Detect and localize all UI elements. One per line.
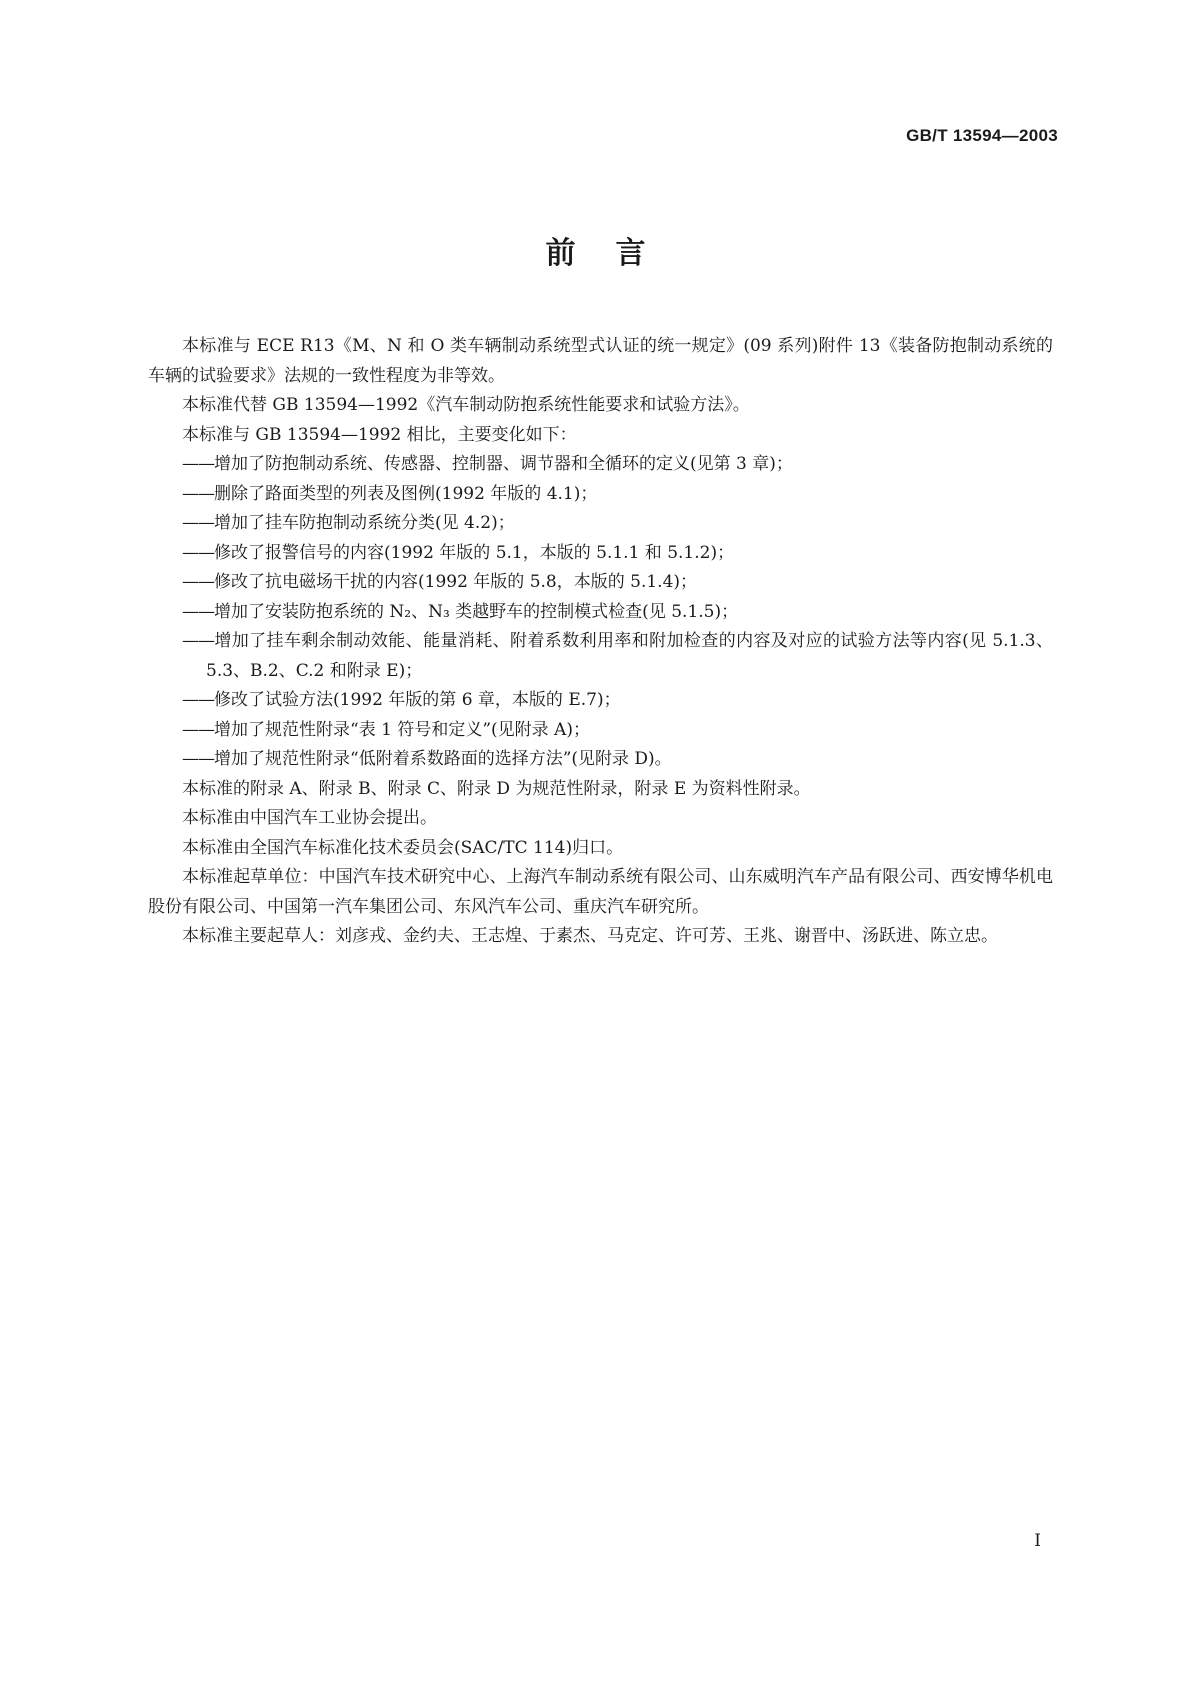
change-text: 增加了安装防抱系统的 N₂、N₃ 类越野车的控制模式检查(见 5.1.5)；	[214, 601, 739, 622]
change-text: 修改了试验方法(1992 年版的第 6 章，本版的 E.7)；	[214, 690, 621, 710]
document-body	[148, 332, 1053, 952]
paragraph-drafters: 本标准主要起草人：刘彦戎、金约夫、王志煌、于素杰、马克定、许可芳、王兆、谢晋中、汤跃进、陈立忠。	[182, 926, 998, 946]
page-number: I	[1034, 1531, 1041, 1551]
change-list	[148, 450, 1053, 775]
dash-marker: ——	[182, 690, 214, 710]
change-text: 修改了报警信号的内容(1992 年版的 5.1，本版的 5.1.1 和 5.1.2)；	[214, 542, 735, 563]
paragraph-changes-intro: 本标准与 GB 13594—1992 相比，主要变化如下：	[182, 424, 577, 445]
page-title: 前言	[545, 236, 686, 271]
list-item	[148, 627, 1053, 686]
paragraph-drafting-units: 本标准起草单位：中国汽车技术研究中心、上海汽车制动系统有限公司、山东威明汽车产品有限公司、西安博华机电股份有限公司、中国第一汽车集团公司、东风汽车公司、重庆汽车研究所。	[148, 867, 1053, 917]
paragraph-proposer: 本标准由中国汽车工业协会提出。	[182, 808, 437, 828]
dash-marker: ——	[182, 483, 214, 504]
dash-marker: ——	[182, 719, 214, 740]
paragraph-replaces: 本标准代替 GB 13594—1992《汽车制动防抱系统性能要求和试验方法》。	[182, 395, 750, 415]
dash-marker: ——	[182, 542, 214, 563]
dash-marker: ——	[182, 631, 214, 651]
change-text: 增加了防抱制动系统、传感器、控制器、调节器和全循环的定义(见第 3 章)；	[214, 454, 793, 474]
list-item	[148, 509, 1053, 539]
list-item	[148, 745, 1053, 775]
change-text: 删除了路面类型的列表及图例(1992 年版的 4.1)；	[214, 483, 598, 504]
change-text: 增加了规范性附录“表 1 符号和定义”(见附录 A)；	[214, 719, 590, 740]
change-text: 修改了抗电磁场干扰的内容(1992 年版的 5.8，本版的 5.1.4)；	[214, 572, 698, 592]
change-text: 增加了挂车防抱制动系统分类(见 4.2)；	[214, 513, 515, 533]
list-item	[148, 480, 1053, 510]
list-item	[148, 716, 1053, 746]
paragraph-annexes: 本标准的附录 A、附录 B、附录 C、附录 D 为规范性附录，附录 E 为资料性附录。	[182, 778, 811, 799]
dash-marker: ——	[182, 454, 214, 474]
list-item	[148, 686, 1053, 716]
list-item	[148, 598, 1053, 628]
dash-marker: ——	[182, 513, 214, 533]
dash-marker: ——	[182, 749, 214, 769]
list-item	[148, 568, 1053, 598]
change-text: 增加了规范性附录“低附着系数路面的选择方法”(见附录 D)。	[214, 749, 672, 769]
paragraph-committee: 本标准由全国汽车标准化技术委员会(SAC/TC 114)归口。	[182, 837, 624, 858]
standard-number: GB/T 13594—2003	[906, 126, 1058, 145]
list-item	[148, 450, 1053, 480]
list-item	[148, 539, 1053, 569]
dash-marker: ——	[182, 601, 214, 622]
paragraph-consistency: 本标准与 ECE R13《M、N 和 O 类车辆制动系统型式认证的统一规定》(09 系列)附件 13《装备防抱制动系统的车辆的试验要求》法规的一致性程度为非等效。	[148, 336, 1053, 386]
change-text: 增加了挂车剩余制动效能、能量消耗、附着系数利用率和附加检查的内容及对应的试验方法等内容(见 5.1.3、5.3、B.2、C.2 和附录 E)；	[206, 631, 1053, 681]
dash-marker: ——	[182, 572, 214, 592]
